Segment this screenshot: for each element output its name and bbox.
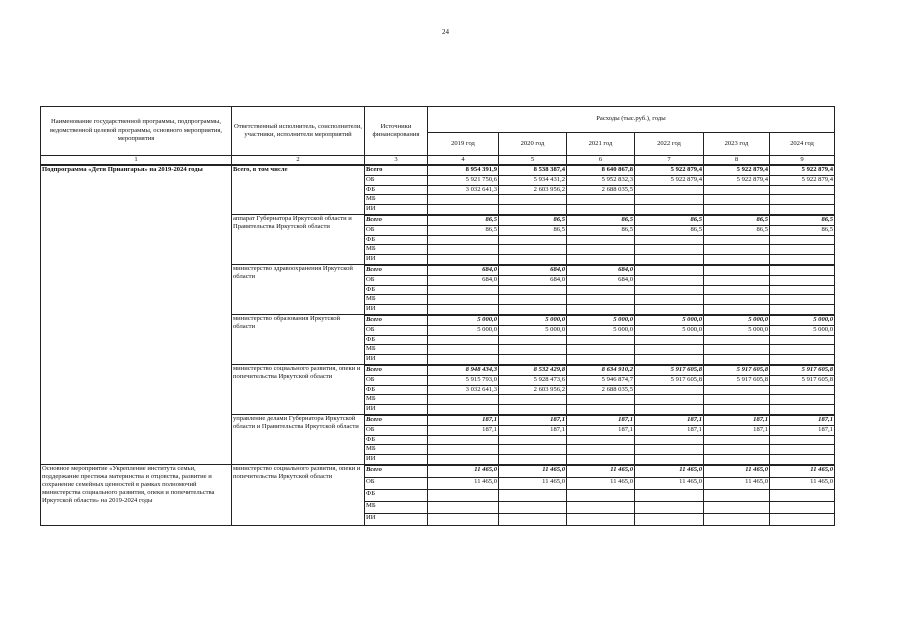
value-cell: 86,5: [428, 225, 499, 235]
value-cell: 5 922 879,4: [770, 175, 835, 185]
value-cell: [635, 205, 704, 215]
executor-cell: аппарат Губернатора Иркутской области и Правительства Иркутской области: [232, 215, 365, 265]
value-cell: [770, 513, 835, 525]
value-cell: [499, 501, 567, 513]
value-cell: 5 917 605,8: [635, 365, 704, 375]
value-cell: 11 465,0: [770, 465, 835, 478]
value-cell: 5 922 879,4: [635, 175, 704, 185]
value-cell: 684,0: [428, 265, 499, 275]
executor-cell: министерство образования Иркутской области: [232, 315, 365, 365]
value-cell: 187,1: [635, 415, 704, 425]
value-cell: [567, 489, 635, 501]
source-cell: Всего: [365, 465, 428, 478]
value-cell: 5 922 879,4: [704, 175, 770, 185]
value-cell: [567, 405, 635, 415]
value-cell: [704, 245, 770, 255]
value-cell: [567, 501, 635, 513]
value-cell: 684,0: [499, 265, 567, 275]
source-cell: ФБ: [365, 335, 428, 345]
value-cell: [770, 285, 835, 295]
value-cell: [770, 295, 835, 305]
value-cell: [428, 395, 499, 405]
source-cell: Всего: [365, 165, 428, 175]
value-cell: [704, 385, 770, 395]
value-cell: 86,5: [770, 225, 835, 235]
value-cell: 8 538 387,4: [499, 165, 567, 175]
value-cell: [635, 455, 704, 465]
value-cell: [499, 205, 567, 215]
value-cell: [704, 489, 770, 501]
value-cell: 5 946 874,7: [567, 375, 635, 385]
value-cell: [770, 345, 835, 355]
executor-cell: Всего, в том числе: [232, 165, 365, 215]
column-number: 9: [770, 156, 835, 166]
value-cell: 187,1: [704, 425, 770, 435]
executor-cell: министерство здравоохранения Иркутской области: [232, 265, 365, 315]
header-year: 2024 год: [770, 132, 835, 155]
value-cell: 86,5: [428, 215, 499, 225]
header-year: 2022 год: [635, 132, 704, 155]
value-cell: [770, 305, 835, 315]
value-cell: [704, 195, 770, 205]
value-cell: [428, 335, 499, 345]
source-cell: ОБ: [365, 375, 428, 385]
header-source: Источники финансирования: [365, 107, 428, 156]
value-cell: 2 688 035,5: [567, 185, 635, 195]
value-cell: [499, 305, 567, 315]
value-cell: 11 465,0: [499, 465, 567, 478]
value-cell: [704, 395, 770, 405]
value-cell: 11 465,0: [499, 477, 567, 489]
value-cell: [428, 245, 499, 255]
source-cell: МБ: [365, 195, 428, 205]
value-cell: [770, 185, 835, 195]
value-cell: [635, 501, 704, 513]
value-cell: [635, 435, 704, 445]
value-cell: [770, 455, 835, 465]
value-cell: [567, 355, 635, 365]
value-cell: [499, 345, 567, 355]
value-cell: [428, 195, 499, 205]
program-name-cell: Основное мероприятие «Укрепление института семьи, поддержание престижа материнства и отцовства, развитие и сохранение семейных ценностей в рамках полномочий министерства социального развития, опеки и попечительства Иркутской области» на 2019-2024 годы: [41, 465, 232, 526]
source-cell: ОБ: [365, 425, 428, 435]
value-cell: 8 954 391,9: [428, 165, 499, 175]
value-cell: [770, 335, 835, 345]
value-cell: 187,1: [567, 425, 635, 435]
value-cell: 684,0: [428, 275, 499, 285]
source-cell: МБ: [365, 395, 428, 405]
value-cell: 684,0: [567, 265, 635, 275]
value-cell: 86,5: [704, 225, 770, 235]
value-cell: [704, 185, 770, 195]
value-cell: [770, 435, 835, 445]
source-cell: ФБ: [365, 285, 428, 295]
value-cell: [428, 455, 499, 465]
value-cell: [567, 455, 635, 465]
value-cell: [635, 235, 704, 245]
header-year: 2019 год: [428, 132, 499, 155]
value-cell: 684,0: [567, 275, 635, 285]
value-cell: 5 000,0: [770, 325, 835, 335]
value-cell: [770, 205, 835, 215]
value-cell: 187,1: [499, 425, 567, 435]
source-cell: ФБ: [365, 435, 428, 445]
value-cell: [770, 385, 835, 395]
value-cell: [567, 285, 635, 295]
value-cell: 5 000,0: [635, 325, 704, 335]
value-cell: [567, 305, 635, 315]
value-cell: 5 917 605,8: [770, 375, 835, 385]
value-cell: 5 922 879,4: [704, 165, 770, 175]
value-cell: [770, 235, 835, 245]
value-cell: [567, 395, 635, 405]
value-cell: [428, 435, 499, 445]
value-cell: [428, 285, 499, 295]
value-cell: 5 917 605,8: [635, 375, 704, 385]
value-cell: [635, 185, 704, 195]
value-cell: 86,5: [635, 215, 704, 225]
value-cell: 2 688 035,5: [567, 385, 635, 395]
source-cell: ИИ: [365, 255, 428, 265]
value-cell: [428, 355, 499, 365]
value-cell: 11 465,0: [704, 465, 770, 478]
value-cell: 3 032 641,3: [428, 185, 499, 195]
value-cell: [567, 195, 635, 205]
page-number: 24: [442, 28, 449, 36]
source-cell: МБ: [365, 295, 428, 305]
value-cell: 5 000,0: [567, 315, 635, 325]
value-cell: 187,1: [499, 415, 567, 425]
source-cell: МБ: [365, 445, 428, 455]
value-cell: 187,1: [770, 425, 835, 435]
value-cell: [770, 245, 835, 255]
value-cell: [499, 513, 567, 525]
value-cell: [704, 305, 770, 315]
value-cell: [704, 285, 770, 295]
value-cell: [770, 265, 835, 275]
value-cell: [704, 405, 770, 415]
value-cell: [499, 195, 567, 205]
value-cell: [428, 295, 499, 305]
value-cell: [428, 205, 499, 215]
value-cell: [770, 489, 835, 501]
value-cell: [499, 435, 567, 445]
source-cell: ИИ: [365, 355, 428, 365]
header-year: 2021 год: [567, 132, 635, 155]
value-cell: [499, 455, 567, 465]
value-cell: 11 465,0: [635, 465, 704, 478]
value-cell: [770, 445, 835, 455]
value-cell: 2 603 956,2: [499, 385, 567, 395]
value-cell: 187,1: [428, 425, 499, 435]
value-cell: 5 917 605,8: [704, 375, 770, 385]
value-cell: [704, 255, 770, 265]
value-cell: 11 465,0: [704, 477, 770, 489]
value-cell: [499, 295, 567, 305]
value-cell: [704, 295, 770, 305]
value-cell: 5 921 750,6: [428, 175, 499, 185]
column-numbers-row: [41, 156, 835, 166]
value-cell: [635, 385, 704, 395]
value-cell: [704, 275, 770, 285]
value-cell: 5 000,0: [704, 315, 770, 325]
value-cell: 5 000,0: [428, 325, 499, 335]
value-cell: [428, 501, 499, 513]
executor-cell: министерство социального развития, опеки и попечительства Иркутской области: [232, 465, 365, 526]
value-cell: [499, 335, 567, 345]
value-cell: [704, 235, 770, 245]
value-cell: 86,5: [499, 225, 567, 235]
value-cell: [499, 355, 567, 365]
source-cell: ОБ: [365, 477, 428, 489]
value-cell: 86,5: [635, 225, 704, 235]
source-cell: Всего: [365, 215, 428, 225]
source-cell: ИИ: [365, 513, 428, 525]
source-cell: ИИ: [365, 205, 428, 215]
value-cell: [635, 489, 704, 501]
source-cell: ФБ: [365, 385, 428, 395]
value-cell: [704, 205, 770, 215]
column-number: 6: [567, 156, 635, 166]
value-cell: [635, 255, 704, 265]
value-cell: 5 000,0: [635, 315, 704, 325]
value-cell: [567, 245, 635, 255]
value-cell: [770, 395, 835, 405]
value-cell: 86,5: [704, 215, 770, 225]
value-cell: 5 928 473,6: [499, 375, 567, 385]
value-cell: [635, 445, 704, 455]
value-cell: 11 465,0: [635, 477, 704, 489]
value-cell: 5 000,0: [428, 315, 499, 325]
value-cell: [567, 445, 635, 455]
column-number: 8: [704, 156, 770, 166]
source-cell: ОБ: [365, 325, 428, 335]
value-cell: [567, 205, 635, 215]
value-cell: [428, 513, 499, 525]
value-cell: 11 465,0: [428, 465, 499, 478]
source-cell: ИИ: [365, 455, 428, 465]
value-cell: [428, 489, 499, 501]
value-cell: 86,5: [567, 215, 635, 225]
value-cell: [499, 285, 567, 295]
value-cell: [704, 455, 770, 465]
value-cell: [635, 395, 704, 405]
value-cell: [770, 255, 835, 265]
column-number: 2: [232, 156, 365, 166]
value-cell: [704, 335, 770, 345]
source-cell: Всего: [365, 415, 428, 425]
value-cell: [635, 335, 704, 345]
value-cell: [704, 345, 770, 355]
value-cell: 11 465,0: [428, 477, 499, 489]
value-cell: 2 603 956,2: [499, 185, 567, 195]
source-cell: ФБ: [365, 489, 428, 501]
value-cell: [704, 513, 770, 525]
value-cell: 5 915 793,0: [428, 375, 499, 385]
value-cell: [770, 355, 835, 365]
value-cell: 187,1: [770, 415, 835, 425]
value-cell: [567, 513, 635, 525]
value-cell: [428, 345, 499, 355]
value-cell: [704, 435, 770, 445]
value-cell: [428, 305, 499, 315]
value-cell: [635, 405, 704, 415]
value-cell: 5 922 879,4: [770, 165, 835, 175]
value-cell: 8 948 434,3: [428, 365, 499, 375]
value-cell: 5 917 605,8: [770, 365, 835, 375]
value-cell: [499, 395, 567, 405]
value-cell: [499, 245, 567, 255]
value-cell: 11 465,0: [567, 465, 635, 478]
value-cell: [770, 405, 835, 415]
header-name: Наименование государственной программы, подпрограммы, ведомственной целевой программы, основного мероприятия, мероприятия: [41, 107, 232, 156]
value-cell: 5 000,0: [567, 325, 635, 335]
value-cell: 5 000,0: [499, 325, 567, 335]
source-cell: Всего: [365, 315, 428, 325]
header-expenses: Расходы (тыс.руб.), годы: [428, 107, 835, 133]
source-cell: ФБ: [365, 235, 428, 245]
budget-table: [40, 106, 835, 526]
value-cell: 5 000,0: [770, 315, 835, 325]
value-cell: 8 634 910,2: [567, 365, 635, 375]
header-year: 2020 год: [499, 132, 567, 155]
source-cell: ОБ: [365, 275, 428, 285]
value-cell: 8 640 867,8: [567, 165, 635, 175]
value-cell: 11 465,0: [567, 477, 635, 489]
value-cell: [635, 285, 704, 295]
value-cell: 86,5: [567, 225, 635, 235]
value-cell: [704, 265, 770, 275]
header-row: [41, 107, 835, 133]
value-cell: [428, 405, 499, 415]
value-cell: [635, 355, 704, 365]
value-cell: [567, 295, 635, 305]
value-cell: [499, 235, 567, 245]
value-cell: 187,1: [635, 425, 704, 435]
source-cell: МБ: [365, 501, 428, 513]
value-cell: [770, 195, 835, 205]
column-number: 5: [499, 156, 567, 166]
value-cell: [770, 275, 835, 285]
source-cell: МБ: [365, 245, 428, 255]
value-cell: 86,5: [770, 215, 835, 225]
value-cell: 684,0: [499, 275, 567, 285]
value-cell: [635, 513, 704, 525]
source-cell: ФБ: [365, 185, 428, 195]
value-cell: [567, 235, 635, 245]
value-cell: [704, 445, 770, 455]
value-cell: 8 532 429,8: [499, 365, 567, 375]
value-cell: 5 934 431,2: [499, 175, 567, 185]
value-cell: [499, 405, 567, 415]
column-number: 4: [428, 156, 499, 166]
value-cell: [428, 255, 499, 265]
executor-cell: управление делами Губернатора Иркутской области и Правительства Иркутской области: [232, 415, 365, 465]
value-cell: [567, 345, 635, 355]
value-cell: 11 465,0: [770, 477, 835, 489]
header-executor: Ответственный исполнитель, соисполнители, участники, исполнители мероприятий: [232, 107, 365, 156]
value-cell: [499, 255, 567, 265]
value-cell: 5 922 879,4: [635, 165, 704, 175]
column-number: 7: [635, 156, 704, 166]
value-cell: [428, 445, 499, 455]
table-row: [41, 165, 835, 175]
value-cell: [770, 501, 835, 513]
value-cell: [428, 235, 499, 245]
value-cell: [635, 305, 704, 315]
value-cell: 5 952 832,3: [567, 175, 635, 185]
program-name-cell: Подпрограмма «Дети Приангарья» на 2019-2024 годы: [41, 165, 232, 465]
value-cell: [567, 255, 635, 265]
header-year: 2023 год: [704, 132, 770, 155]
table-row: [41, 465, 835, 478]
value-cell: [635, 265, 704, 275]
value-cell: [635, 245, 704, 255]
source-cell: Всего: [365, 365, 428, 375]
column-number: 3: [365, 156, 428, 166]
source-cell: ИИ: [365, 405, 428, 415]
value-cell: 187,1: [428, 415, 499, 425]
value-cell: [635, 345, 704, 355]
value-cell: 5 000,0: [704, 325, 770, 335]
value-cell: [567, 435, 635, 445]
value-cell: 5 000,0: [499, 315, 567, 325]
value-cell: [635, 275, 704, 285]
value-cell: [635, 195, 704, 205]
source-cell: МБ: [365, 345, 428, 355]
value-cell: 187,1: [567, 415, 635, 425]
value-cell: [499, 489, 567, 501]
value-cell: 5 917 605,8: [704, 365, 770, 375]
column-number: 1: [41, 156, 232, 166]
source-cell: ОБ: [365, 225, 428, 235]
value-cell: [704, 355, 770, 365]
value-cell: [704, 501, 770, 513]
executor-cell: министерство социального развития, опеки и попечительства Иркутской области: [232, 365, 365, 415]
value-cell: [635, 295, 704, 305]
value-cell: [567, 335, 635, 345]
value-cell: 187,1: [704, 415, 770, 425]
value-cell: [499, 445, 567, 455]
value-cell: 86,5: [499, 215, 567, 225]
value-cell: 3 032 641,3: [428, 385, 499, 395]
source-cell: Всего: [365, 265, 428, 275]
source-cell: ОБ: [365, 175, 428, 185]
source-cell: ИИ: [365, 305, 428, 315]
